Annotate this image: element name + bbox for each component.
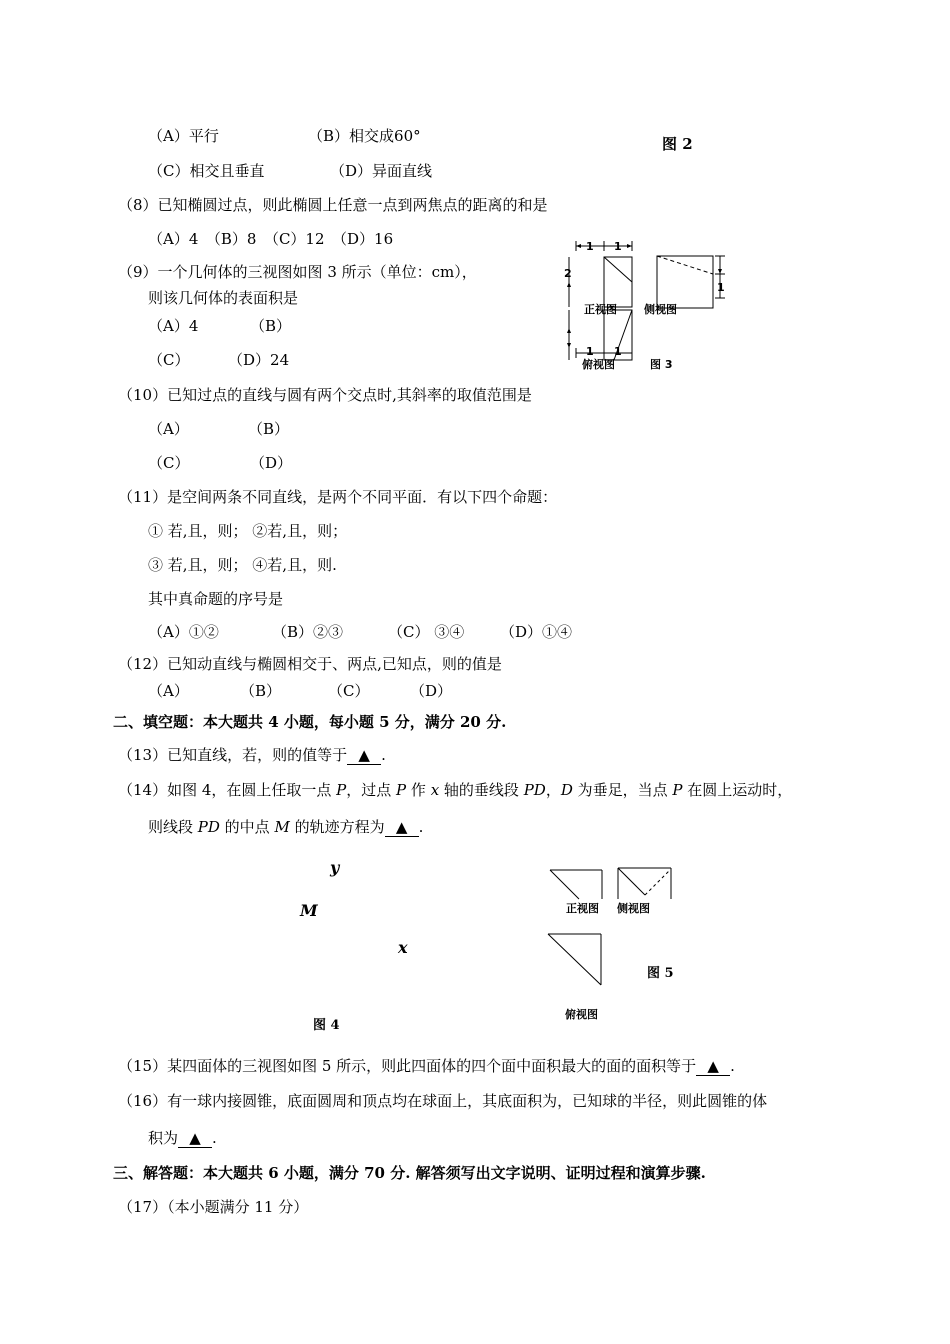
q12-option-a: （A） [148, 682, 189, 700]
q14-text-7: 在圆上运动时， [682, 781, 793, 799]
q14-text-10: 的轨迹方程为 [289, 818, 385, 836]
q15-stem: （15）某四面体的三视图如图 5 所示，则此四面体的四个面中面积最大的面的面积等于 [118, 1057, 697, 1075]
q14-text-1: （14）如图 4，在圆上任取一点 [118, 781, 337, 799]
q16-stem-line1: （16）有一球内接圆锥，底面圆周和顶点均在球面上，其底面积为，已知球的半径，则此圆锥的体 [118, 1092, 768, 1110]
q10-stem: （10）已知过点的直线与圆有两个交点时,其斜率的取值范围是 [118, 386, 532, 404]
q14-text-4: 轴的垂线段 [439, 781, 524, 799]
q12-option-c: （C） [328, 682, 370, 700]
q14-answer-blank: ▲ [385, 819, 419, 837]
fig4-y-axis-label: y [330, 858, 340, 877]
fig4-point-m-label: M [300, 901, 318, 920]
q9-option-c: （C） [148, 351, 190, 369]
section-3-title: 三、解答题：本大题共 6 小题，满分 70 分. 解答须写出文字说明、证明过程和演算步骤. [113, 1164, 706, 1182]
q12-option-b: （B） [240, 682, 282, 700]
q7-option-d: （D）异面直线 [330, 162, 433, 180]
q14-text-5: ， [545, 781, 561, 799]
q10-option-c: （C） [148, 454, 190, 472]
q7-option-c: （C）相交且垂直 [148, 162, 265, 180]
figure-3-label: 图 3 [650, 358, 673, 371]
q9-option-a: （A）4 [148, 317, 199, 335]
q14-var-pd: PD [523, 781, 546, 799]
q14-line1 [118, 780, 792, 800]
fig3-dim-right-1: 1 [717, 281, 725, 294]
fig3-dim-bottom-1a: 1 [586, 345, 594, 358]
q14-var-p: P [672, 781, 683, 799]
fig3-dim-top-1b: 1 [614, 240, 622, 253]
q11-option-b: （B）②③ [272, 623, 344, 641]
q9-stem-line1: （9）一个几何体的三视图如图 3 所示（单位：cm）， [118, 263, 477, 281]
q10-option-d: （D） [250, 454, 293, 472]
fig3-top-view-label: 俯视图 [582, 358, 615, 371]
q14-var-pd: PD [197, 818, 220, 836]
q14-var-p: P [396, 781, 407, 799]
q8-stem: （8）已知椭圆过点，则此椭圆上任意一点到两焦点的距离的和是 [118, 196, 548, 214]
q8-options: （A）4 （B）8 （C）12 （D）16 [148, 230, 394, 248]
q13-answer-blank: ▲ [347, 747, 381, 765]
q13-line [118, 745, 386, 765]
q10-option-b: （B） [248, 420, 290, 438]
q14-var-p: P [336, 781, 347, 799]
q11-propositions-line1: ① 若,且，则； ②若,且，则； [148, 522, 348, 540]
q11-option-d: （D）①④ [500, 623, 573, 641]
q7-option-b: （B）相交成60° [308, 127, 421, 145]
q14-text-2: ，过点 [346, 781, 397, 799]
section-2-title: 二、填空题：本大题共 4 小题，每小题 5 分，满分 20 分. [113, 713, 507, 731]
q9-option-b: （B） [250, 317, 292, 335]
q11-option-a: （A）①② [148, 623, 219, 641]
q16-stem-line2: 积为 [148, 1129, 179, 1147]
q12-option-d: （D） [410, 682, 453, 700]
fig3-dim-bottom-1b: 1 [614, 345, 622, 358]
q10-option-a: （A） [148, 420, 189, 438]
q11-question: 其中真命题的序号是 [148, 590, 284, 608]
q17-stem: （17）（本小题满分 11 分） [118, 1198, 309, 1216]
q11-option-c: （C） ③④ [388, 623, 465, 641]
q9-stem-line2: 则该几何体的表面积是 [148, 289, 299, 307]
q15-answer-blank: ▲ [696, 1058, 730, 1076]
figure-4-label: 图 4 [313, 1018, 340, 1033]
q14-line2 [148, 817, 423, 837]
q14-var-x: x [430, 781, 440, 799]
q14-text-3: 作 [406, 781, 431, 799]
q14-var-d: D [560, 781, 573, 799]
q14-text-8: 则线段 [148, 818, 198, 836]
q11-propositions-line2: ③ 若,且，则； ④若,且，则. [148, 556, 337, 574]
fig3-dim-left-2: 2 [564, 267, 572, 280]
fig5-side-view-label: 侧视图 [617, 902, 650, 915]
q16-end: . [212, 1129, 217, 1147]
q14-end: . [418, 818, 424, 836]
fig5-top-view-label: 俯视图 [565, 1008, 598, 1021]
q14-text-9: 的中点 [219, 818, 275, 836]
q14-text-6: 为垂足，当点 [572, 781, 673, 799]
figure-2-label: 图 2 [662, 135, 693, 153]
q11-stem: （11）是空间两条不同直线，是两个不同平面．有以下四个命题： [118, 488, 558, 506]
q13-end: . [381, 746, 386, 764]
q16-answer-blank: ▲ [178, 1130, 212, 1148]
q14-var-m: M [274, 818, 290, 836]
q15-line [118, 1056, 735, 1076]
q12-stem: （12）已知动直线与椭圆相交于、两点,已知点，则的值是 [118, 655, 502, 673]
fig5-front-view-label: 正视图 [566, 902, 599, 915]
fig3-front-view-label: 正视图 [584, 303, 617, 316]
fig4-x-axis-label: x [398, 938, 408, 957]
fig3-dim-top-1a: 1 [586, 240, 594, 253]
q15-end: . [730, 1057, 735, 1075]
q16-line2 [148, 1128, 217, 1148]
q7-option-a: （A）平行 [148, 127, 219, 145]
figure-5-label: 图 5 [647, 966, 674, 981]
q9-option-d: （D）24 [228, 351, 290, 369]
fig3-side-view-label: 侧视图 [644, 303, 677, 316]
q13-stem: （13）已知直线，若，则的值等于 [118, 746, 348, 764]
